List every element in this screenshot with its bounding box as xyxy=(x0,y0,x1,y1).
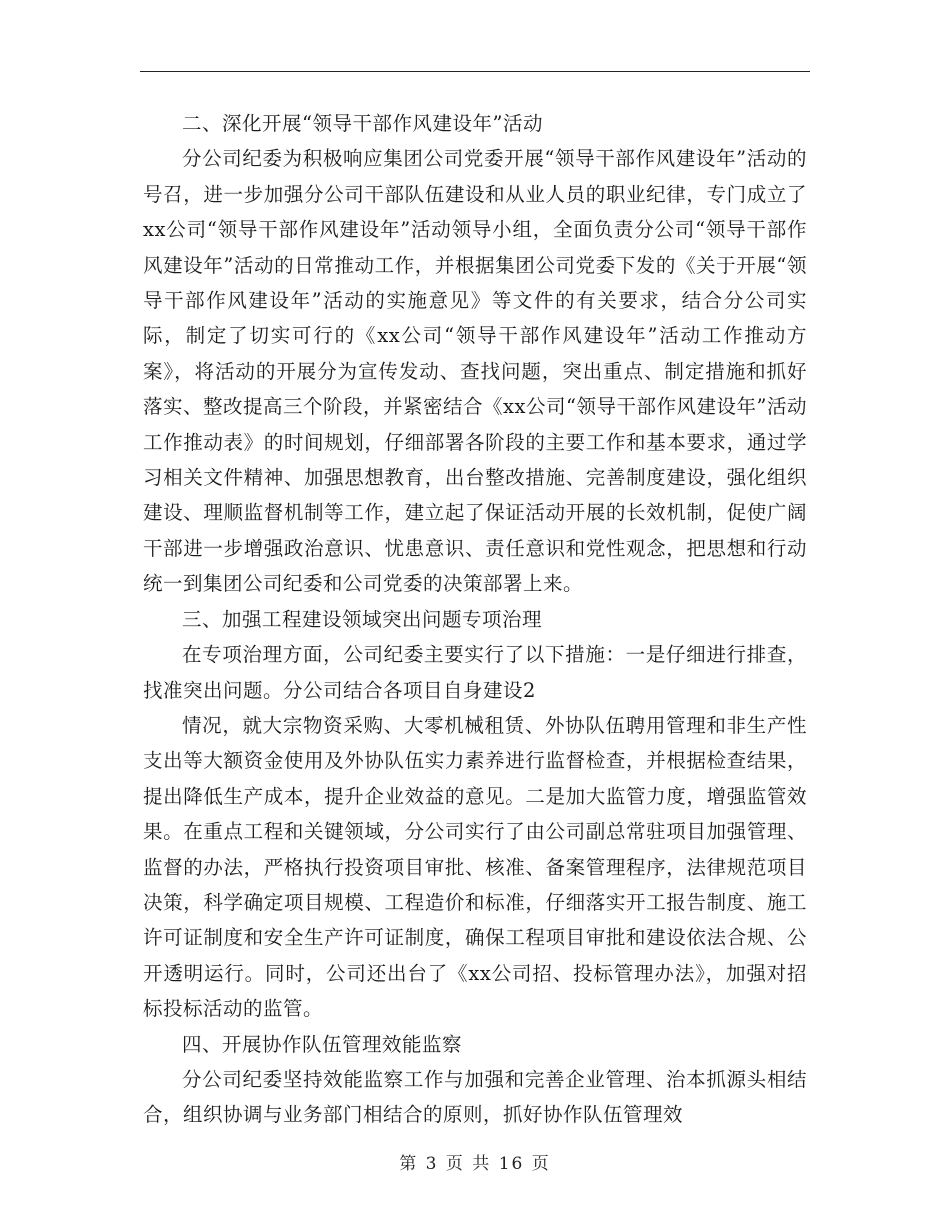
body-paragraph-3: 情况，就大宗物资采购、大零机械租赁、外协队伍聘用管理和非生产性支出等大额资金使用及外协队伍实力素养进行监督检查，并根据检查结果，提出降低生产成本，提升企业效益的意见。二是加大监管力度，增强监管效果。在重点工程和关键领域，分公司实行了由公司副总常驻项目加强管理、监督的办法，严格执行投资项目审批、核准、备案管理程序，法律规范项目决策，科学确定项目规模、工程造价和标准，仔细落实开工报告制度、施工许可证制度和安全生产许可证制度，确保工程项目审批和建设依法合规、公开透明运行。同时，公司还出台了《xx公司招、投标管理办法》，加强对招标投标活动的监管。 xyxy=(143,713,807,1021)
section-heading-2: 二、深化开展“领导干部作风建设年”活动 xyxy=(182,112,543,135)
body-paragraph-2: 在专项治理方面，公司纪委主要实行了以下措施：一是仔细进行排查，找准突出问题。分公司结合各项目自身建设2 xyxy=(143,643,807,702)
section-heading-4: 四、开展协作队伍管理效能监察 xyxy=(182,1032,463,1056)
document-body xyxy=(143,106,807,1133)
body-paragraph-1: 分公司纪委为积极响应集团公司党委开展“领导干部作风建设年”活动的号召，进一步加强分公司干部队伍建设和从业人员的职业纪律，专门成立了xx公司“领导干部作风建设年”活动领导小组，全面负责分公司“领导干部作风建设年”活动的日常推动工作，并根据集团公司党委下发的《关于开展“领导干部作风建设年”活动的实施意见》等文件的有关要求，结合分公司实际，制定了切实可行的《xx公司“领导干部作风建设年”活动工作推动方案》，将活动的开展分为宣传发动、查找问题，突出重点、制定措施和抓好落实、整改提高三个阶段，并紧密结合《xx公司“领导干部作风建设年”活动工作推动表》的时间规划，仔细部署各阶段的主要工作和基本要求，通过学习相关文件精神、加强思想教育，出台整改措施、完善制度建设，强化组织建设、理顺监督机制等工作，建立起了保证活动开展的长效机制，促使广阔干部进一步增强政治意识、忧患意识、责任意识和党性观念，把思想和行动统一到集团公司纪委和公司党委的决策部署上来。 xyxy=(143,147,807,596)
page-footer: 第 3 页 共 16 页 xyxy=(399,1154,551,1174)
header-rule xyxy=(140,71,810,72)
body-paragraph-4: 分公司纪委坚持效能监察工作与加强和完善企业管理、治本抓源头相结合，组织协调与业务部门相结合的原则，抓好协作队伍管理效 xyxy=(143,1067,807,1127)
section-heading-3: 三、加强工程建设领域突出问题专项治理 xyxy=(182,607,543,631)
